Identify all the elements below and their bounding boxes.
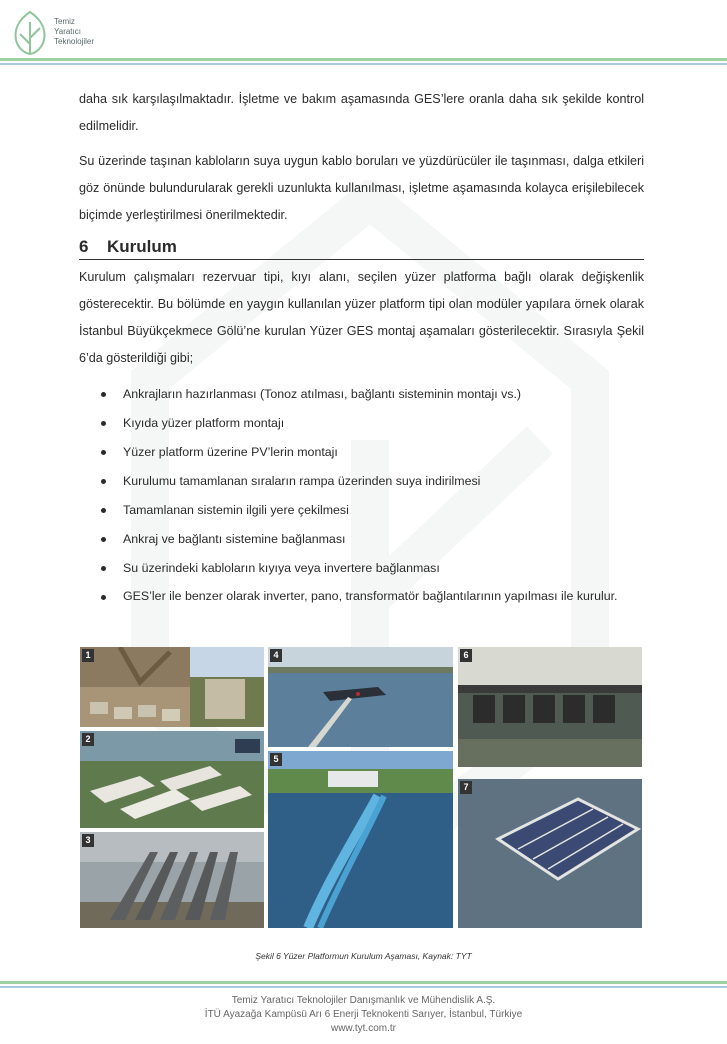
bullet-icon xyxy=(101,421,106,426)
paragraph-2: Su üzerinde taşınan kabloların suya uygun kablo boruları ve yüzdürücüler ile taşınması, dalga etkileri göz önünde bulundurularak gerekli uzunlukta kullanılması, işletme aşamasında kolayca erişilebilecek biçimde yerleştirilmesi önerilmektedir. xyxy=(79,154,644,222)
list-item-text: Su üzerindeki kabloların kıyıya veya invertere bağlanması xyxy=(123,561,440,575)
header-divider-green xyxy=(0,58,727,61)
photo-towing-system xyxy=(268,647,453,747)
ramp-rows-image xyxy=(80,832,264,928)
list-item xyxy=(79,409,644,438)
footer-divider-green xyxy=(0,981,727,984)
list-item-text: Tamamlanan sistemin ilgili yere çekilmesi xyxy=(123,503,349,517)
logo-line-3: Teknolojiler xyxy=(54,37,95,46)
page-footer xyxy=(0,994,727,1036)
paragraph-1: daha sık karşılaşılmaktadır. İşletme ve bakım aşamasında GES’lere oranla daha sık şekilde kontrol edilmelidir. xyxy=(79,92,644,133)
leaf-logo-icon xyxy=(12,10,48,56)
logo-line-2: Yaratıcı xyxy=(54,27,81,36)
bullet-icon xyxy=(101,508,106,513)
footer-address: İTÜ Ayazağa Kampüsü Arı 6 Enerji Teknokenti Sarıyer, İstanbul, Türkiye xyxy=(204,1009,523,1020)
list-item-text: Yüzer platform üzerine PV’lerin montajı xyxy=(123,445,338,459)
list-item-text: GES’ler ile benzer olarak inverter, pano, transformatör bağlantılarının yapılması ile kurulur. xyxy=(123,589,618,603)
photo-floating-cables xyxy=(268,751,453,928)
photo-ramp-rows xyxy=(80,832,264,928)
footer-company: Temiz Yaratıcı Teknolojiler Danışmanlık ve Mühendislik A.Ş. xyxy=(231,995,496,1006)
logo-line-1: Temiz xyxy=(54,17,75,26)
list-item xyxy=(79,467,644,496)
bullet-icon xyxy=(101,537,106,542)
photo-shore-assembly xyxy=(80,731,264,828)
bullet-icon xyxy=(101,566,106,571)
logo-text xyxy=(54,17,94,47)
paragraph-3: Kurulum çalışmaları rezervuar tipi, kıyı alanı, seçilen yüzer platforma bağlı olarak değişkenlik gösterecektir. Bu bölümde en yaygın kullanılan yüzer platform tipi olan modüler yapılara örnek olarak İstanbul Büyükçekmece Gölü’ne kurulan Yüzer GES montaj aşamaları gösterilecektir. Sırasıyla Şekil 6’da gösterildiği gibi; xyxy=(79,270,644,365)
photo-number-label: 4 xyxy=(270,649,282,662)
photo-number-label: 3 xyxy=(82,834,94,847)
figure-caption: Şekil 6 Yüzer Platformun Kurulum Aşaması, Kaynak: TYT xyxy=(255,951,472,961)
list-item-text: Kurulumu tamamlanan sıraların rampa üzerinden suya indirilmesi xyxy=(123,474,481,488)
photo-anchor-preparation xyxy=(80,647,264,727)
bullet-icon xyxy=(101,450,106,455)
shore-assembly-image xyxy=(80,731,264,828)
floating-cables-image xyxy=(268,751,453,928)
list-item xyxy=(79,496,644,525)
list-item-text: Ankrajların hazırlanması (Tonoz atılması, bağlantı sisteminin montajı vs.) xyxy=(123,387,522,401)
list-item-text: Kıyıda yüzer platform montajı xyxy=(123,416,285,430)
photo-inverter-connections xyxy=(458,647,642,767)
installation-steps-list xyxy=(79,380,644,608)
list-item xyxy=(79,554,644,583)
list-item xyxy=(79,380,644,409)
header-divider-blue xyxy=(0,63,727,65)
bullet-icon xyxy=(101,392,106,397)
list-item xyxy=(79,438,644,467)
completed-platform-image xyxy=(458,779,642,928)
list-item xyxy=(79,583,644,608)
section-number: 6 xyxy=(79,237,89,256)
photo-completed-platform xyxy=(458,779,642,928)
photo-number-label: 7 xyxy=(460,781,472,794)
main-content xyxy=(79,86,644,608)
page-header xyxy=(0,0,727,70)
footer-divider-blue xyxy=(0,986,727,988)
photo-number-label: 1 xyxy=(82,649,94,662)
anchor-photo-image xyxy=(80,647,264,727)
photo-number-label: 6 xyxy=(460,649,472,662)
list-item xyxy=(79,525,644,554)
towing-system-image xyxy=(268,647,453,747)
photo-number-label: 2 xyxy=(82,733,94,746)
bullet-icon xyxy=(101,479,106,484)
list-item-text: Ankraj ve bağlantı sistemine bağlanması xyxy=(123,532,346,546)
photo-number-label: 5 xyxy=(270,753,282,766)
footer-website: www.tyt.com.tr xyxy=(330,1023,396,1034)
bullet-icon xyxy=(101,595,106,600)
inverter-image xyxy=(458,647,642,767)
section-title: Kurulum xyxy=(107,237,177,256)
section-heading xyxy=(79,237,644,260)
